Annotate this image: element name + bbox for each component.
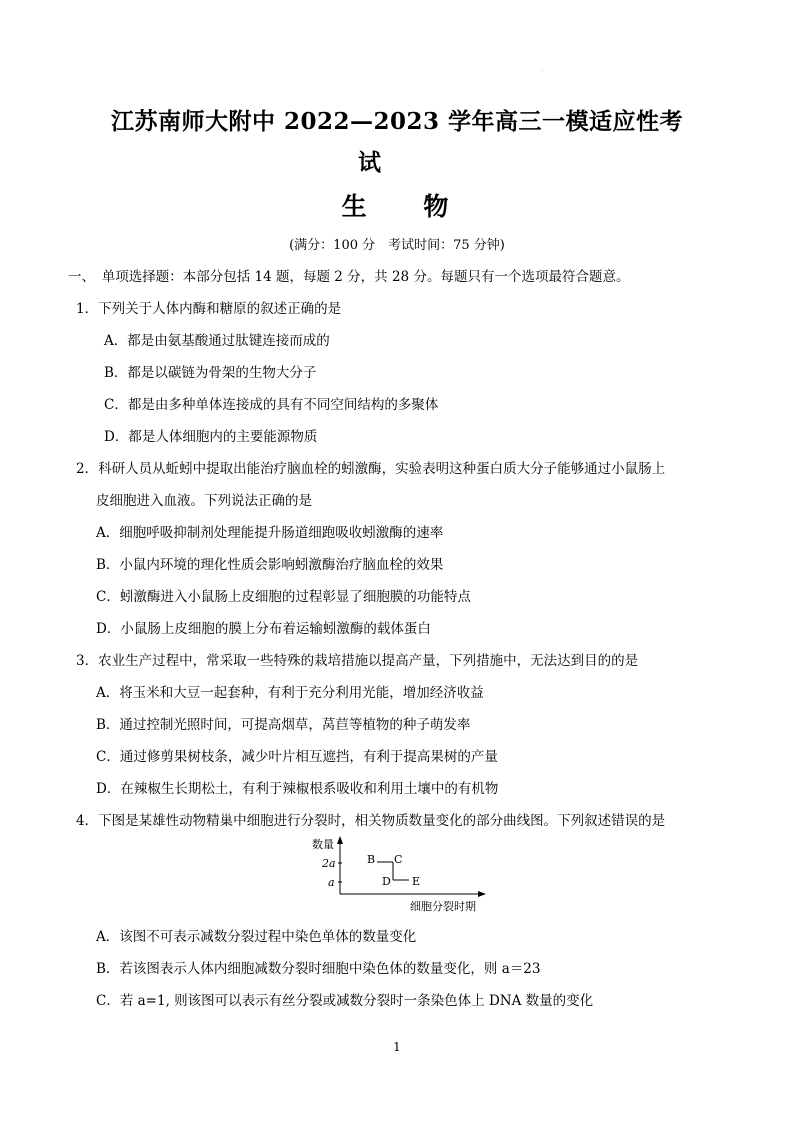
section-heading: 一、 单项选择题：本部分包括 14 题，每题 2 分，共 28 分。每题只有一个选项最符合题意。 (68, 269, 630, 285)
point-label-e: E (412, 875, 421, 888)
question-2-option-b: B．小鼠内环境的理化性质会影响蚓激酶治疗脑血栓的效果 (96, 557, 444, 573)
point-label-b: B (367, 853, 376, 866)
question-1-option-a: A．都是由氨基酸通过肽键连接而成的 (104, 333, 330, 349)
question-3-stem: 3．农业生产过程中，常采取一些特殊的栽培措施以提高产量，下列措施中，无法达到目的的是 (76, 653, 639, 669)
question-3-option-b: B．通过控制光照时间，可提高烟草，莴苣等植物的种子萌发率 (96, 717, 471, 733)
question-2-option-c: C．蚓激酶进入小鼠肠上皮细胞的过程彰显了细胞膜的功能特点 (96, 589, 471, 605)
question-3-option-a: A．将玉米和大豆一起套种，有利于充分利用光能，增加经济收益 (96, 685, 484, 701)
page-number: 1 (393, 1040, 401, 1054)
subject-title: 生 物 (341, 192, 473, 221)
question-2-stem-line2: 皮细胞进入血液。下列说法正确的是 (96, 493, 312, 509)
exam-title-line1: 江苏南师大附中 2022—2023 学年高三一模适应性考 (110, 108, 684, 135)
x-axis-label: 细胞分裂时期 (410, 900, 476, 913)
question-2-option-a: A．细胞呼吸抑制剂处理能提升肠道细跑吸收蚓激酶的速率 (96, 525, 444, 541)
question-4-option-a: A．该图不可表示减数分裂过程中染色单体的数量变化 (96, 929, 417, 945)
point-label-c: C (394, 853, 403, 866)
y-axis-label: 数量 (312, 838, 334, 851)
question-4-option-b: B．若该图表示人体内细胞减数分裂时细胞中染色体的数量变化，则 a＝23 (96, 961, 541, 977)
division-curve-chart (300, 832, 500, 916)
y-tick-label-2a: 2a (322, 857, 336, 870)
point-label-d: D (382, 875, 391, 888)
question-3-option-d: D．在辣椒生长期松土，有利于辣椒根系吸收和利用土壤中的有机物 (96, 781, 499, 797)
question-1-option-c: C．都是由多种单体连接成的具有不同空间结构的多聚体 (104, 397, 439, 413)
score-time-info: (满分：100 分 考试时间：75 分钟) (289, 238, 505, 253)
question-4-stem: 4．下图是某雄性动物精巢中细胞进行分裂时，相关物质数量变化的部分曲线图。下列叙述错误的是 (76, 813, 666, 829)
question-1-stem: 1．下列关于人体内酶和糖原的叙述正确的是 (76, 301, 342, 317)
x-axis-arrow-icon (478, 891, 486, 897)
question-1-option-d: D．都是人体细胞内的主要能源物质 (104, 429, 318, 445)
y-axis-arrow-icon (337, 836, 343, 844)
question-1-option-b: B．都是以碳链为骨架的生物大分子 (104, 365, 317, 381)
question-2-stem-line1: 2．科研人员从蚯蚓中提取出能治疗脑血栓的蚓激酶，实验表明这种蛋白质大分子能够通过小鼠肠上 (76, 461, 666, 477)
corner-mark: . (541, 66, 543, 73)
question-4-option-c: C．若 a=1, 则该图可以表示有丝分裂或减数分裂时一条染色体上 DNA 数量的变化 (96, 993, 594, 1009)
y-tick-label-a: a (328, 876, 335, 889)
question-3-option-c: C．通过修剪果树枝条，减少叶片相互遮挡，有利于提高果树的产量 (96, 749, 498, 765)
exam-title-line2: 试 (358, 149, 382, 176)
question-2-option-d: D．小鼠肠上皮细胞的膜上分布着运输蚓激酶的载体蛋白 (96, 621, 431, 637)
